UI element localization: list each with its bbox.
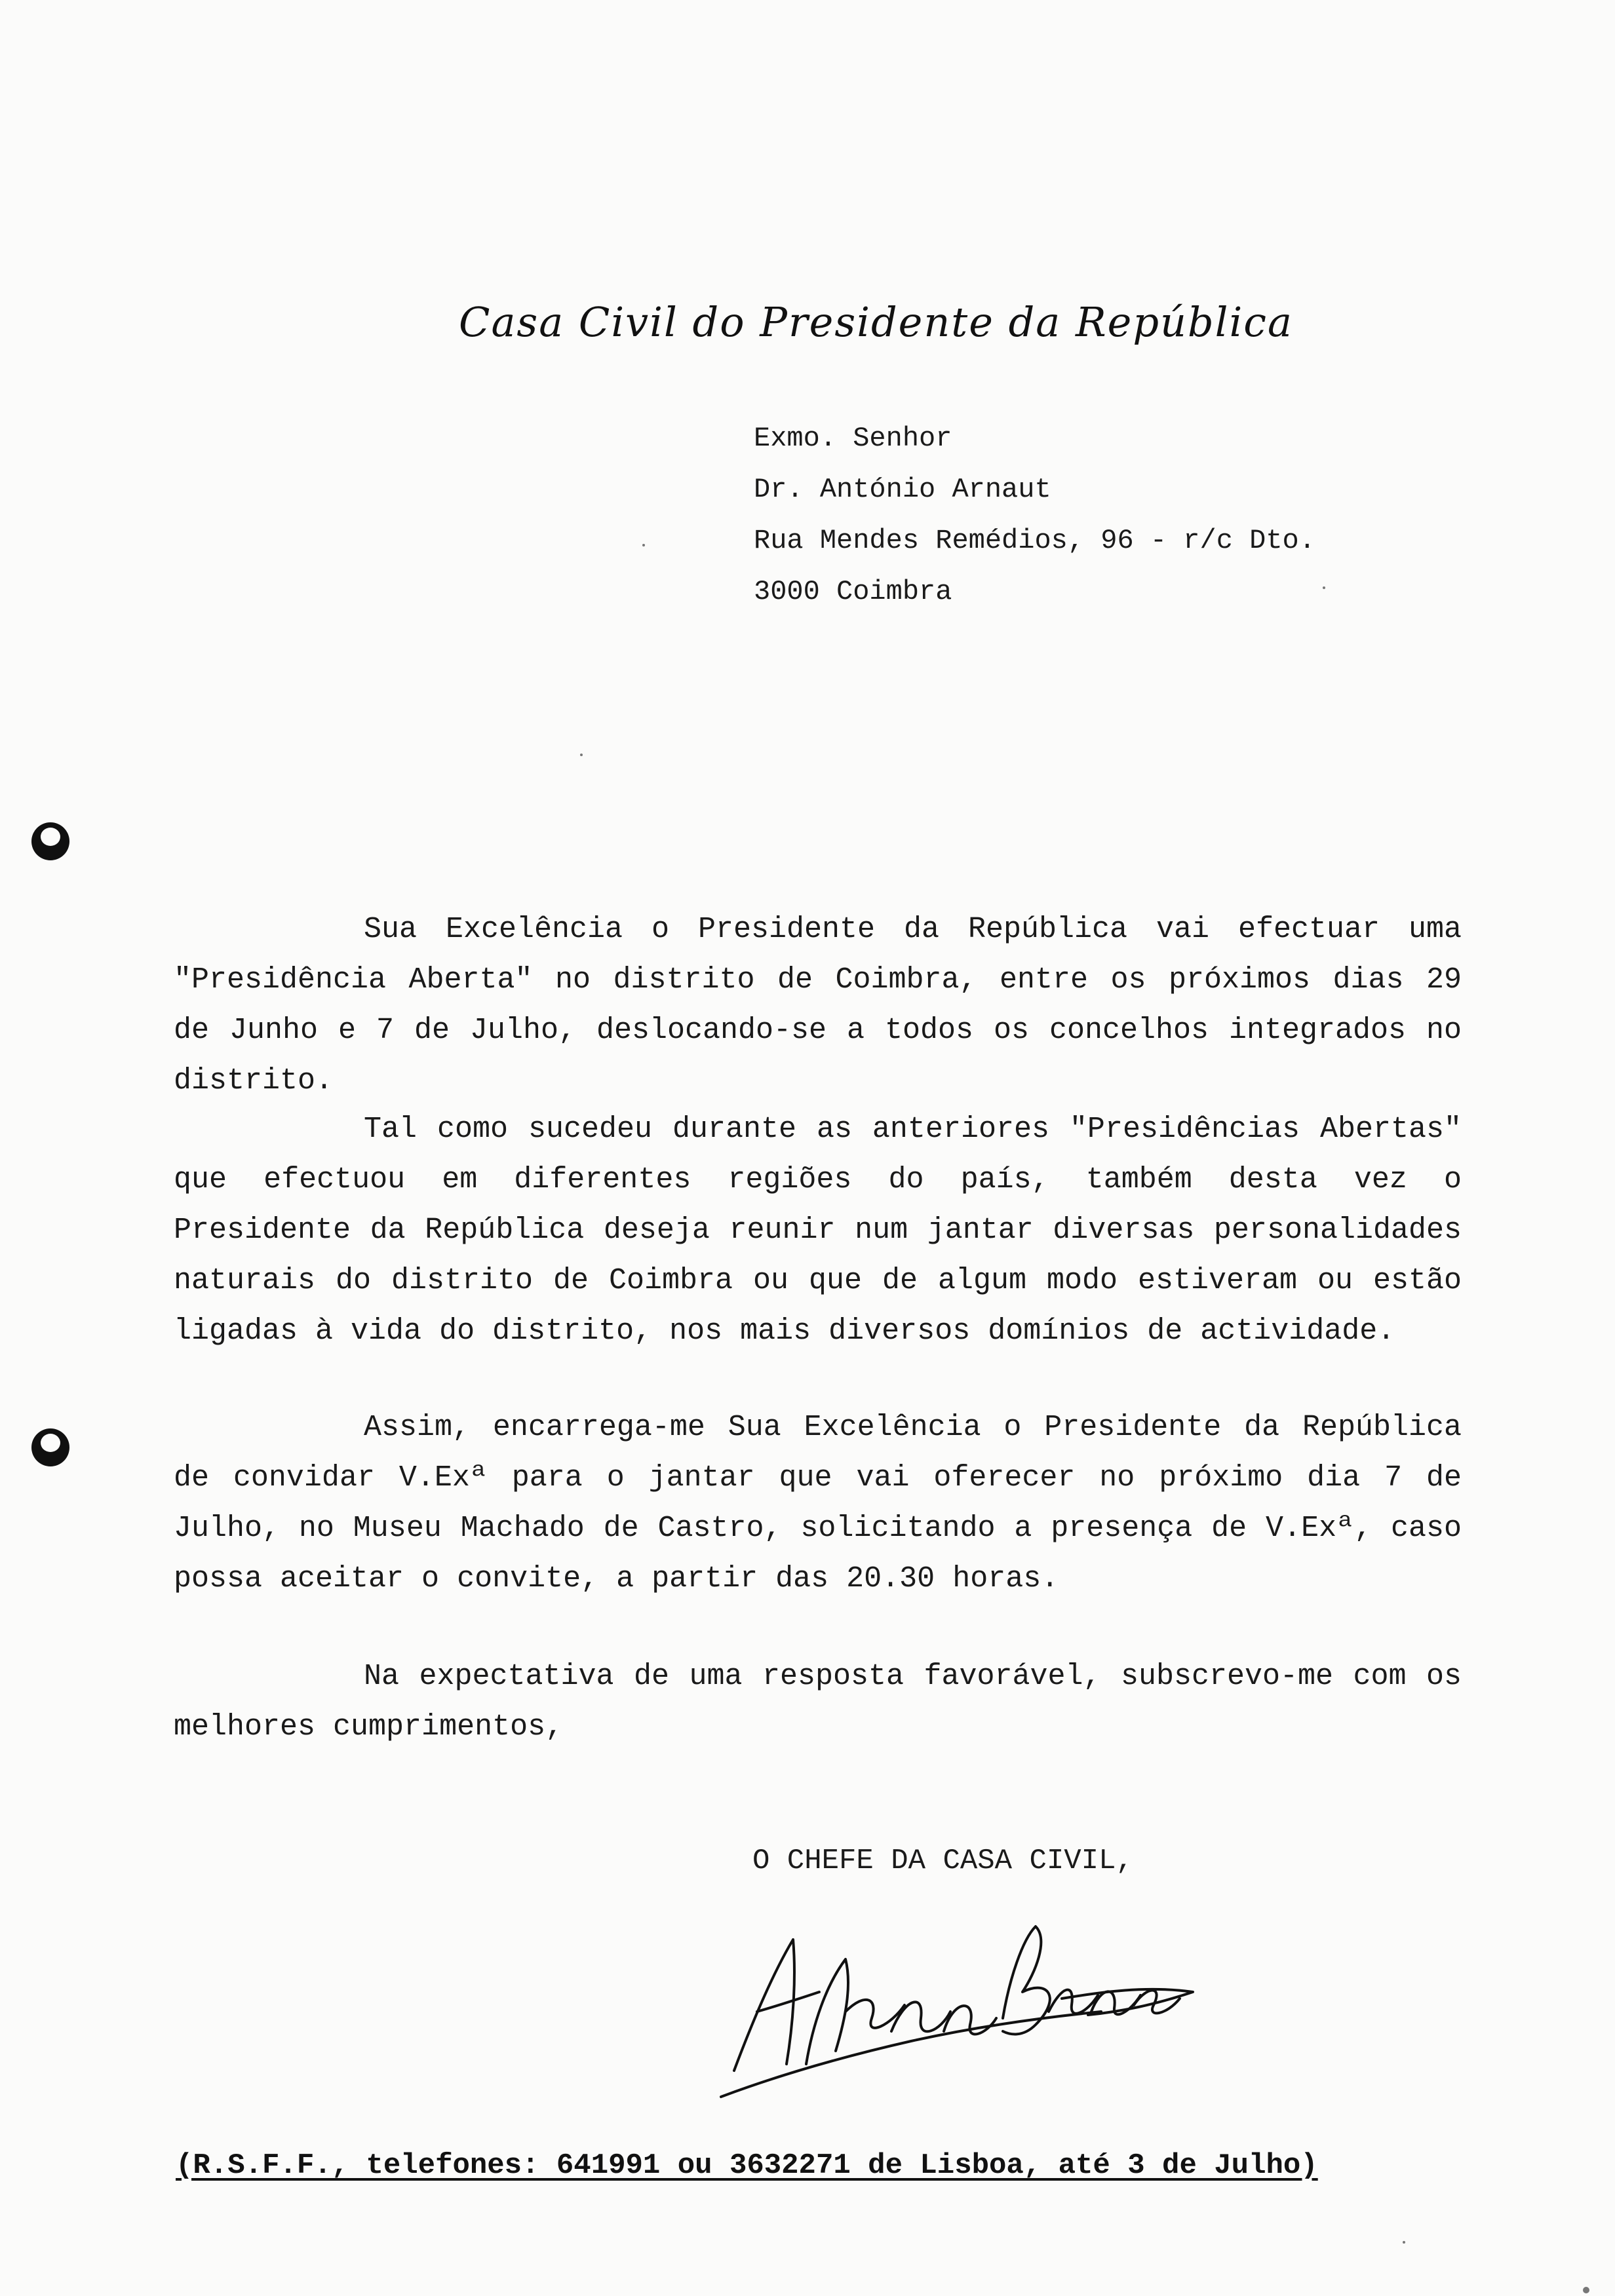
- recipient-salutation: Exmo. Senhor: [754, 423, 952, 454]
- recipient-name: Dr. António Arnaut: [754, 474, 1051, 505]
- recipient-address: [754, 413, 1315, 617]
- paragraph-text: Na expectativa de uma resposta favorável, subscrevo-me com os melhores cumprimentos,: [174, 1660, 1462, 1744]
- handwritten-signature: [695, 1900, 1199, 2110]
- letter-paragraph: [174, 1651, 1462, 1752]
- punch-hole-icon: [31, 1428, 69, 1466]
- paper-speck: [580, 754, 583, 756]
- paragraph-text: Sua Excelência o Presidente da República vai efectuar uma "Presidência Aberta" no distrito de Coimbra, entre os próximos dias 29 de Junho e 7 de Julho, deslocando-se a todos os concelhos integrados no distrito.: [174, 913, 1462, 1098]
- punch-hole-icon: [31, 822, 69, 860]
- recipient-city: 3000 Coimbra: [754, 576, 952, 607]
- paper-speck: [1323, 586, 1325, 589]
- paragraph-text: Tal como sucedeu durante as anteriores "Presidências Abertas" que efectuou em diferentes regiões do país, também desta vez o Presidente da República deseja reunir num jantar diversas personalidades naturais do distrito de Coimbra ou que de algum modo estiveram ou estão ligadas à vida do distrito, nos mais diversos domínios de actividade.: [174, 1113, 1462, 1348]
- letter-paragraph: [174, 1402, 1462, 1604]
- recipient-street: Rua Mendes Remédios, 96 - r/c Dto.: [754, 525, 1315, 556]
- paper-speck: [1583, 2287, 1589, 2293]
- footer-note: (R.S.F.F., telefones: 641991 ou 3632271 de Lisboa, até 3 de Julho): [176, 2149, 1318, 2182]
- paper-speck: [642, 544, 645, 546]
- closing-title: O CHEFE DA CASA CIVIL,: [752, 1845, 1133, 1877]
- paragraph-text: Assim, encarrega-me Sua Excelência o Presidente da República de convidar V.Exª para o jantar que vai oferecer no próximo dia 7 de Julho, no Museu Machado de Castro, solicitando a presença de V.Exª, caso possa aceitar o convite, a partir das 20.30 horas.: [174, 1411, 1462, 1596]
- letter-paragraph: [174, 1104, 1462, 1356]
- letterhead: Casa Civil do Presidente da República: [459, 298, 1293, 346]
- paper-speck: [1403, 2241, 1405, 2244]
- letter-paragraph: [174, 904, 1462, 1106]
